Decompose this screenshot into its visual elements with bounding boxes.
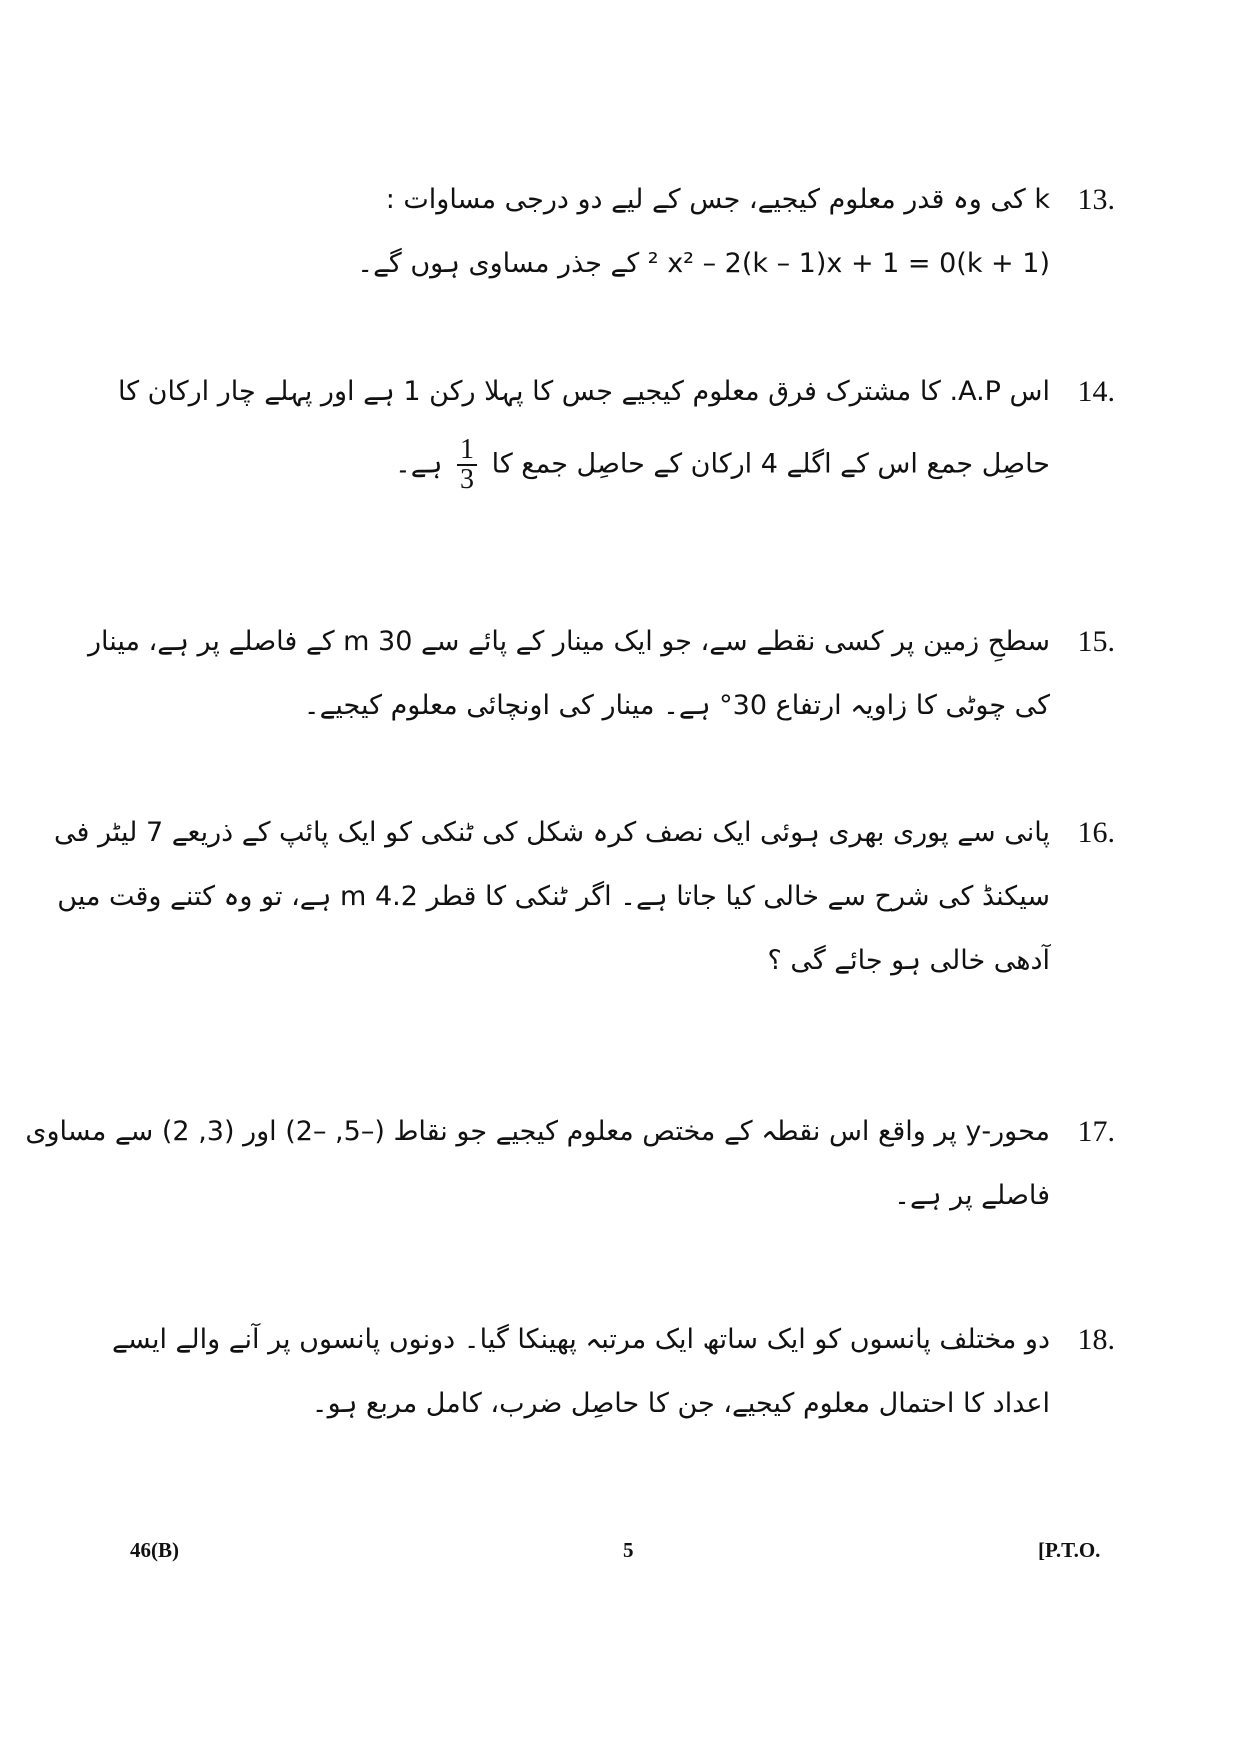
question-text-line: دو مختلف پانسوں کو ایک ساتھ ایک مرتبہ پھینکا گیا۔ دونوں پانسوں پر آنے والے ایسے: [112, 1324, 1050, 1355]
footer-page-number: 5: [623, 1538, 634, 1562]
question-number: 17.: [1077, 1115, 1115, 1148]
fraction-denominator: 3: [460, 464, 475, 495]
question-number: 15.: [1077, 625, 1115, 658]
question-text-segment: حاصِل جمع اس کے اگلے 4 ارکان کے حاصِل جمع کا: [491, 448, 1050, 480]
question-number: 13.: [1077, 183, 1115, 216]
footer-code: 46(B): [130, 1538, 179, 1562]
question-number: 16.: [1077, 816, 1115, 849]
question-15: [87, 622, 1115, 750]
question-number: 14.: [1077, 375, 1115, 408]
fraction: [457, 436, 477, 494]
question-text-line: k کی وہ قدر معلوم کیجیے، جس کے لیے دو درجی مساوات :: [385, 184, 1050, 215]
question-17: [25, 1112, 1115, 1240]
question-number: 18.: [1077, 1323, 1115, 1356]
question-text-line: (k + 1)² x² – 2(k – 1)x + 1 = 0 کے جذر مساوی ہوں گے۔: [357, 248, 1050, 279]
question-text-line: سطحِ زمین پر کسی نقطے سے، جو ایک مینار کے پائے سے 30 m کے فاصلے پر ہے، مینار: [87, 626, 1050, 657]
question-16: [53, 813, 1115, 1005]
question-18: [112, 1320, 1115, 1448]
question-text-segment: ہے۔: [394, 448, 443, 480]
question-text-line: فاصلے پر ہے۔: [894, 1180, 1050, 1211]
question-text-line: پانی سے پوری بھری ہوئی ایک نصف کرہ شکل کی ٹنکی کو ایک پائپ کے ذریعے 7 لیٹر فی: [53, 817, 1050, 848]
question-13: [180, 180, 1115, 308]
question-text-line: اعداد کا احتمال معلوم کیجیے، جن کا حاصِل ضرب، کامل مربع ہو۔: [311, 1388, 1050, 1419]
question-14: [118, 372, 1115, 506]
question-text-line: آدھی خالی ہو جائے گی ؟: [767, 945, 1050, 976]
question-text-line: محور-y پر واقع اس نقطہ کے مختص معلوم کیجیے جو نقاط (–5, –2) اور (3, 2) سے مساوی: [25, 1116, 1050, 1147]
question-text-line: سیکنڈ کی شرح سے خالی کیا جاتا ہے۔ اگر ٹنکی کا قطر 4.2 m ہے، تو وہ کتنے وقت میں: [57, 881, 1050, 912]
question-text-line: کی چوٹی کا زاویہ ارتفاع 30° ہے۔ مینار کی اونچائی معلوم کیجیے۔: [303, 690, 1050, 721]
question-text-line: [180, 436, 1050, 506]
question-text-line: اس A.P. کا مشترک فرق معلوم کیجیے جس کا پہلا رکن 1 ہے اور پہلے چار ارکان کا: [118, 376, 1050, 407]
fraction-numerator: 1: [457, 436, 477, 466]
footer-pto: [P.T.O.: [1038, 1538, 1101, 1562]
